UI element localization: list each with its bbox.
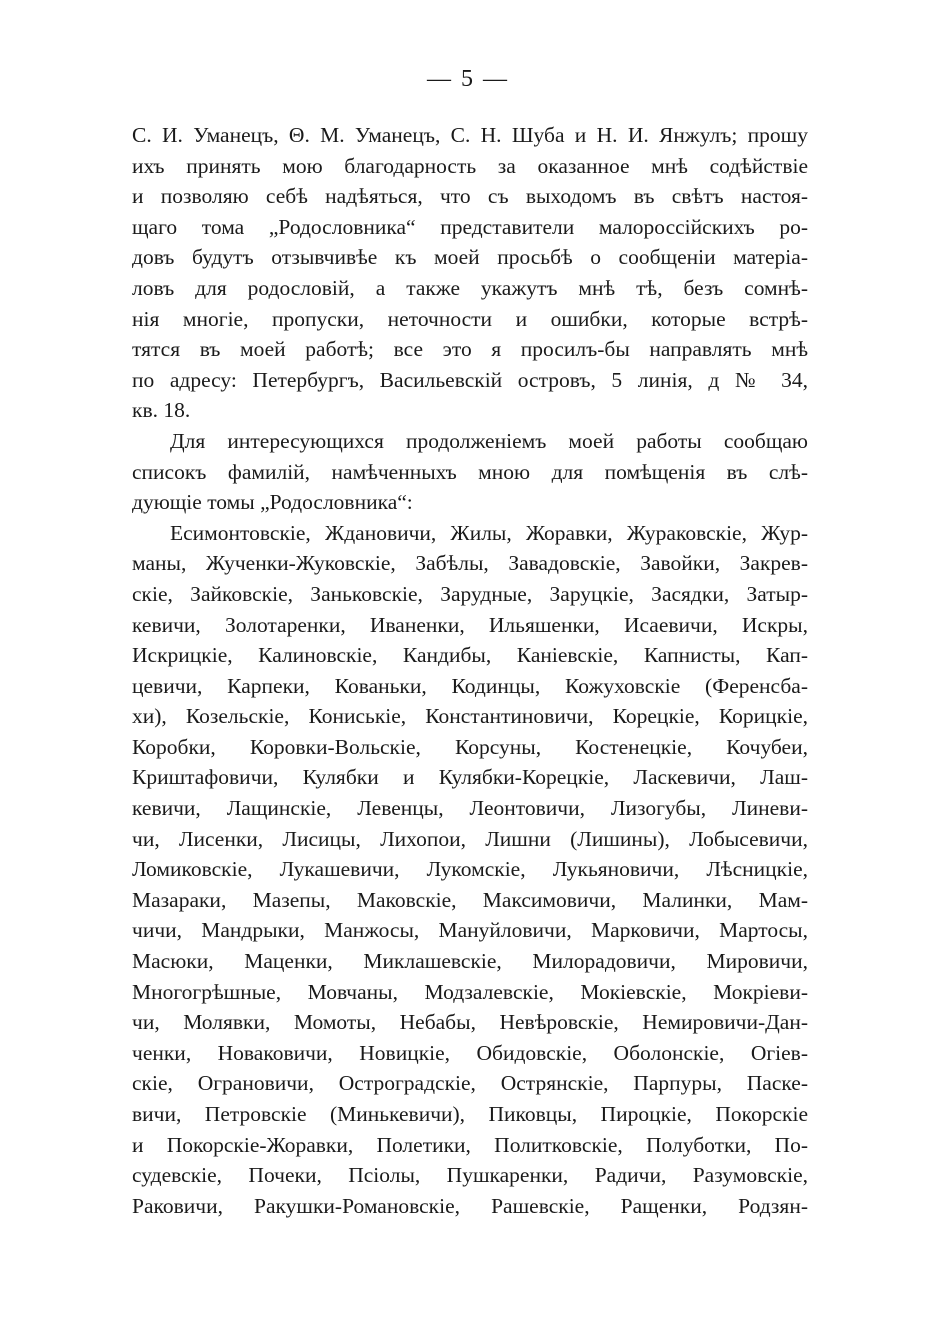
text-line: чи, Лисенки, Лисицы, Лихопои, Лишни (Лишины), Лобысевичи, [132,826,808,851]
text-line: Раковичи, Ракушки-Романовскіе, Рашевскіе, Ращенки, Родзян- [132,1193,808,1218]
text-line: Мазараки, Мазепы, Маковскіе, Максимовичи, Малинки, Мам- [132,887,808,912]
text-line: дующіе томы „Родословника“: [132,490,413,515]
text-line: и позволяю себѣ надѣяться, что съ выходомъ въ свѣтъ настоя- [132,184,808,209]
text-line: скіе, Зайковскіе, Заньковскіе, Зарудные, Заруцкіе, Засядки, Затыр- [132,581,808,606]
text-line: вичи, Петровскіе (Минькевичи), Пиковцы, Пироцкіе, Покорскіе [132,1102,808,1126]
text-line: цевичи, Карпеки, Кованьки, Кодинцы, Кожуховскіе (Ференсба- [132,673,808,698]
text-line: Коробки, Коровки-Вольскіе, Корсуны, Костенецкіе, Кочубеи, [132,734,808,759]
text-line: и Покорскіе-Жоравки, Полетики, Политковскіе, Полуботки, По- [132,1132,808,1157]
text-line: кевичи, Золотаренки, Иваненки, Ильяшенки, Исаевичи, Искры, [132,612,808,637]
paragraph-intro-list [132,426,808,518]
text-line: скіе, Ограновичи, Остроградскіе, Острянскіе, Парпуры, Паске- [132,1071,808,1096]
text-line: судевскіе, Почеки, Псіолы, Пушкаренки, Радичи, Разумовскіе, [132,1163,808,1188]
paragraph-acknowledgement [132,120,808,426]
text-line: Масюки, Маценки, Миклашевскіе, Милорадовичи, Мировичи, [132,949,808,974]
text-line: Искрицкіе, Калиновскіе, Кандибы, Каніевскіе, Капнисты, Кап- [132,643,808,668]
page-text [132,120,808,1221]
text-line: Многогрѣшные, Мовчаны, Модзалевскіе, Мокіевскіе, Мокріеви- [132,979,808,1004]
text-line: списокъ фамилій, намѣченныхъ мною для помѣщенія въ слѣ- [132,459,808,484]
text-line: ченки, Новаковичи, Новицкіе, Обидовскіе, Оболонскіе, Огіев- [132,1040,808,1065]
text-line: кв. 18. [132,398,191,423]
text-line: хи), Козельскіе, Кониськіе, Константиновичи, Корецкіе, Корицкіе, [132,704,808,729]
text-line: довъ будутъ отзывчивѣе къ моей просьбѣ о сообщеніи матеріа- [132,245,808,270]
text-line: Есимонтовскіе, Ждановичи, Жилы, Жоравки, Жураковскіе, Жур- [170,520,808,545]
text-line: по адресу: Петербургъ, Васильевскій островъ, 5 линія, д № 34, [132,367,808,392]
text-line: Криштафовичи, Кулябки и Кулябки-Корецкіе, Ласкевичи, Лаш- [132,765,808,790]
text-line: Ломиковскіе, Лукашевичи, Лукомскіе, Лукьяновичи, Лѣсницкіе, [132,857,808,882]
text-line: ихъ принять мою благодарность за оказанное мнѣ содѣйствіе [132,153,808,178]
text-line: нія многіе, пропуски, неточности и ошибки, которые встрѣ- [132,306,808,331]
text-line: щаго тома „Родословника“ представители малороссійскихъ ро- [132,214,808,239]
text-line: Для интересующихся продолженіемъ моей работы сообщаю [170,428,808,453]
page-number: — 5 — [427,66,509,92]
text-line: С. И. Уманецъ, Θ. М. Уманецъ, С. Н. Шуба и Н. И. Янжулъ; прошу [132,123,808,147]
text-line: тятся въ моей работѣ; все это я просилъ-бы направлять мнѣ [132,337,808,362]
text-line: ловъ для родословій, а также укажутъ мнѣ тѣ, безъ сомнѣ- [132,275,808,300]
paragraph-surname-list [132,518,808,1222]
text-line: чичи, Мандрыки, Манжосы, Мануйловичи, Марковичи, Мартосы, [132,918,808,943]
text-line: маны, Жученки-Жуковскіе, Забѣлы, Завадовскіе, Завойки, Закрев- [132,551,808,576]
text-line: кевичи, Лащинскіе, Левенцы, Леонтовичи, Лизогубы, Линеви- [132,796,808,821]
text-line: чи, Молявки, Момоты, Небабы, Невѣровскіе, Немировичи-Дан- [132,1010,808,1035]
